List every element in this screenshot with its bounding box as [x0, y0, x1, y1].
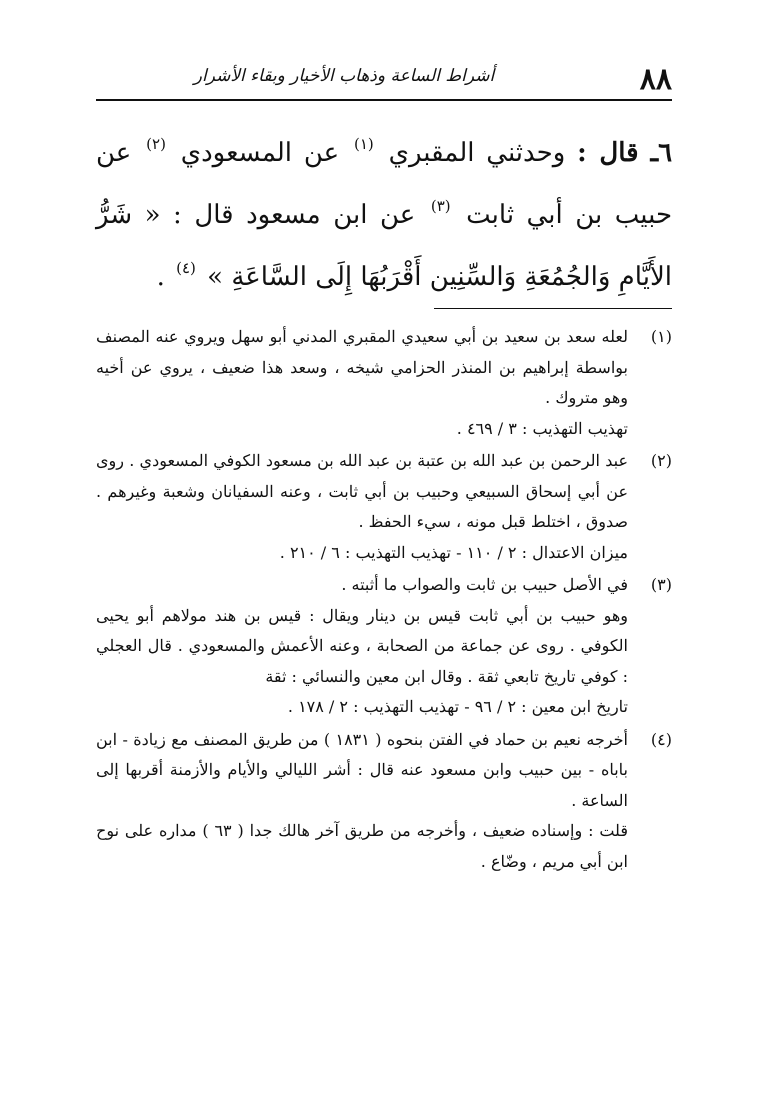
hadith-part: عن حبيب بن أبي ثابت [96, 138, 673, 230]
hadith-part: عن المسعودي [180, 138, 340, 168]
footnote-text: تهذيب التهذيب : ٣ / ٤٦٩ . [456, 418, 628, 438]
footnote-ref: (٣) [430, 197, 451, 215]
footnote-text: لعله سعد بن سعيد بن أبي سعيدي المقبري المدني أبو سهل ويروي عنه المصنف بواسطة إبراهيم بن المنذر الحزامي شيخه ، وسعد هذا ضعيف ، يروي عن أخيه وهو متروك . [96, 327, 629, 407]
hadith-qal: قال : [577, 138, 639, 168]
page-header [96, 56, 672, 102]
footnote-marker: (٢) [650, 451, 672, 470]
footnote-marker: (١) [650, 327, 672, 346]
footnote-marker: (٣) [650, 575, 672, 594]
footnote [96, 322, 672, 444]
hadith-number: ٦ـ [650, 138, 673, 168]
footnote-text: ميزان الاعتدال : ٢ / ١١٠ - تهذيب التهذيب : ٦ / ٢١٠ . [279, 542, 628, 562]
page-number: ٨٨ [639, 62, 672, 97]
hadith-part: وحدثني المقبري [388, 138, 566, 168]
footnote-separator [434, 308, 672, 309]
footnote-ref: (١) [353, 135, 374, 153]
footnote-ref: (٤) [176, 259, 196, 277]
running-title: أشراط الساعة وذهاب الأخيار وبقاء الأشرار [193, 66, 495, 86]
footnote-text: قلت : وإسناده ضعيف ، وأخرجه من طريق آخر هالك جدا ( ٦٣ ) مداره على نوح ابن أبي مريم ، وضّاع . [96, 821, 628, 871]
footnote-ref: (٢) [146, 135, 166, 153]
hadith-text [96, 118, 672, 304]
footnote-text: أخرجه نعيم بن حماد في الفتن بنحوه ( ١٨٣١ ) من طريق المصنف مع زيادة - ابن باباه - بين حبيب وابن مسعود عنه قال : أشر الليالي والأيام والأزمنة أقربها إلى الساعة . [96, 729, 628, 810]
footnote [96, 725, 672, 878]
footnote-text: في الأصل حبيب بن ثابت والصواب ما أثبته . [341, 575, 628, 594]
footnote-text: عبد الرحمن بن عبد الله بن عتبة بن عبد الله بن مسعود الكوفي المسعودي . روى عن أبي إسحاق السبيعي وحبيب بن أبي ثابت ، وعنه السفيانان وشعبة وغيرهم . صدوق ، اختلط قبل مونه ، سيء الحفظ . [96, 451, 629, 531]
header-rule [96, 99, 672, 101]
footnote-text: وهو حبيب بن أبي ثابت قيس بن دينار ويقال : قيس بن هند مولاهم أبو يحيى الكوفي . روى عن جماعة من الصحابة ، وعنه الأعمش والمسعودي . قال العجلي : كوفي تاريخ تابعي ثقة . وقال ابن معين والنسائي : ثقة [96, 605, 628, 686]
hadith-part: . [156, 262, 165, 292]
footnotes [96, 322, 672, 879]
footnote-marker: (٤) [650, 729, 672, 749]
footnote [96, 446, 672, 568]
footnote-text: تاريخ ابن معين : ٢ / ٩٦ - تهذيب التهذيب : ٢ / ١٧٨ . [287, 697, 628, 716]
footnote [96, 570, 672, 723]
hadith-part: عن ابن مسعود قال : « شَرُّ الأَيَّامِ وَالجُمُعَةِ وَالسِّنِين أَقْرَبُهَا إِلَى السَّاعَةِ » [96, 200, 672, 292]
